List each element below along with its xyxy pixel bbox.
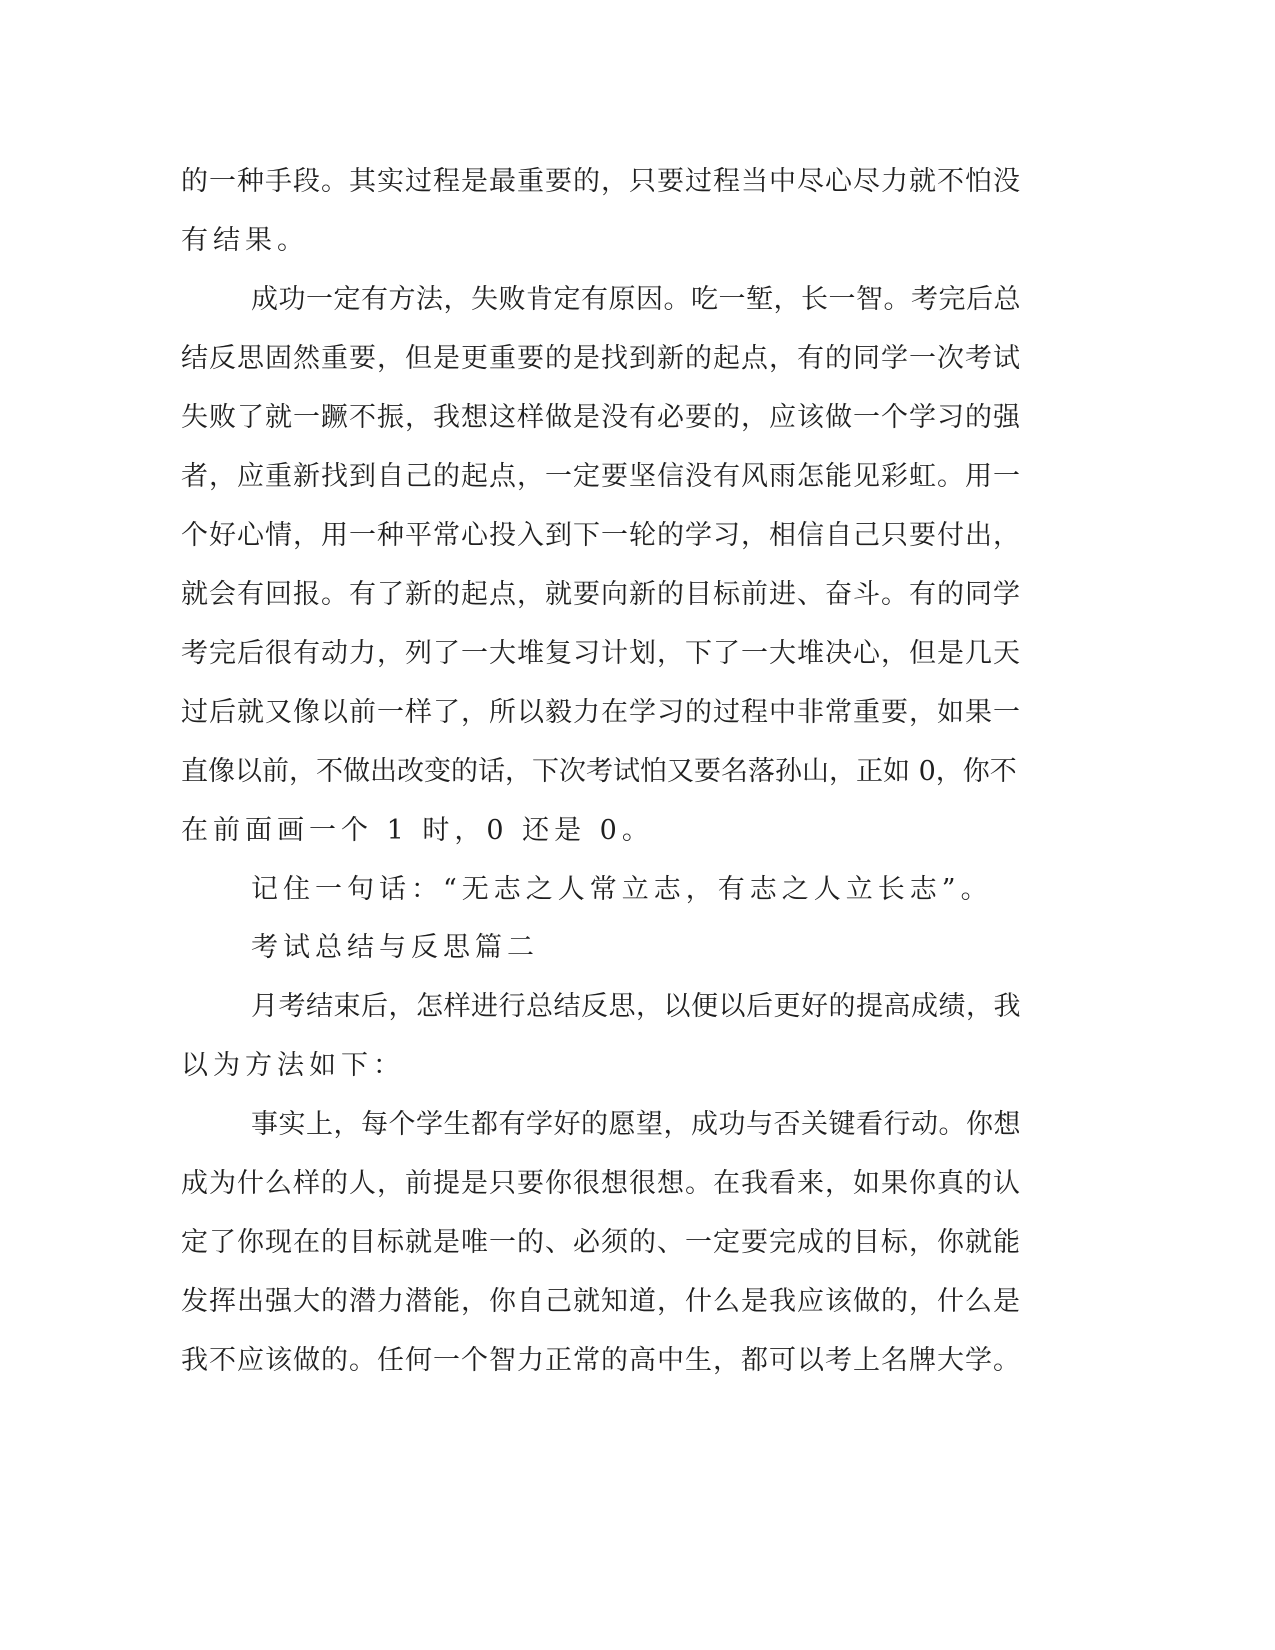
text-line: 的一种手段。其实过程是最重要的，只要过程当中尽心尽力就不怕没: [181, 166, 1021, 197]
text-line: 直像以前，不做出改变的话，下次考试怕又要名落孙山，正如 0，你不: [181, 756, 1017, 787]
text-line: 定了你现在的目标就是唯一的、必须的、一定要完成的目标，你就能: [181, 1227, 1021, 1258]
text-line: 考完后很有动力，列了一大堆复习计划，下了一大堆决心，但是几天: [181, 638, 1021, 669]
text-line: 有结果。: [181, 225, 309, 256]
text-line: 我不应该做的。任何一个智力正常的高中生，都可以考上名牌大学。: [181, 1345, 1021, 1376]
paragraph-first-line: 事实上，每个学生都有学好的愿望，成功与否关键看行动。你想: [251, 1109, 1021, 1140]
text-line: 以为方法如下：: [181, 1050, 405, 1081]
text-line: 者，应重新找到自己的起点，一定要坚信没有风雨怎能见彩虹。用一: [181, 461, 1021, 492]
text-line: 结反思固然重要，但是更重要的是找到新的起点，有的同学一次考试: [181, 343, 1021, 374]
section-heading: 考试总结与反思篇二: [251, 932, 539, 963]
quote-line: 记住一句话：“无志之人常立志，有志之人立长志”。: [251, 874, 993, 905]
text-line: 在前面画一个 1 时，0 还是 0。: [181, 815, 654, 846]
text-line: 失败了就一蹶不振，我想这样做是没有必要的，应该做一个学习的强: [181, 402, 1021, 433]
text-line: 就会有回报。有了新的起点，就要向新的目标前进、奋斗。有的同学: [181, 579, 1021, 610]
text-line: 发挥出强大的潜力潜能，你自己就知道，什么是我应该做的，什么是: [181, 1286, 1021, 1317]
paragraph-first-line: 月考结束后，怎样进行总结反思，以便以后更好的提高成绩，我: [251, 991, 1021, 1022]
text-line: 成为什么样的人，前提是只要你很想很想。在我看来，如果你真的认: [181, 1168, 1021, 1199]
text-line: 个好心情，用一种平常心投入到下一轮的学习，相信自己只要付出，: [181, 520, 1021, 551]
text-line: 过后就又像以前一样了，所以毅力在学习的过程中非常重要，如果一: [181, 697, 1021, 728]
paragraph-first-line: 成功一定有方法，失败肯定有原因。吃一堑，长一智。考完后总: [251, 284, 1021, 315]
